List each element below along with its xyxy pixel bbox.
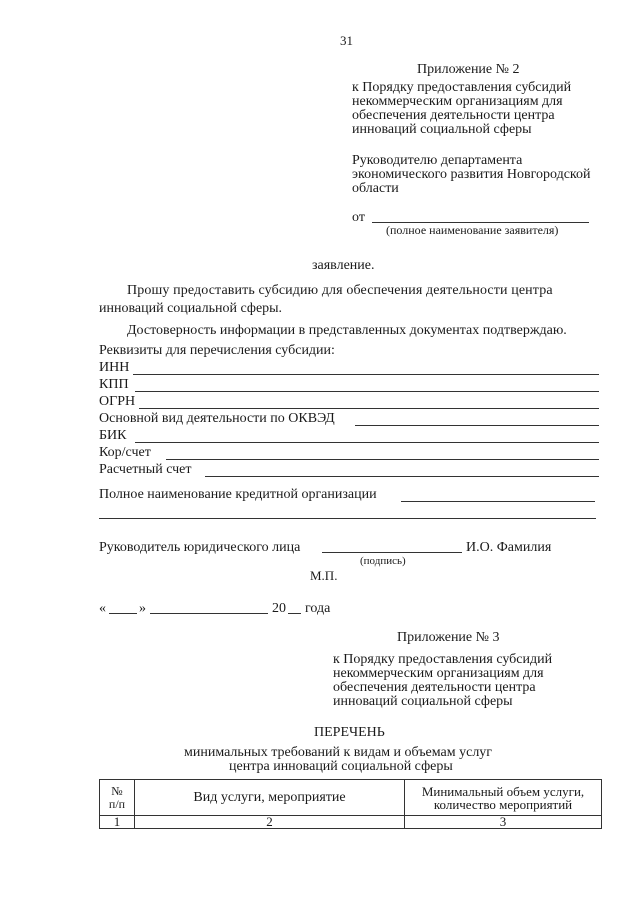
ogrn-input-line[interactable] bbox=[139, 408, 599, 409]
header-number-line-1: № bbox=[111, 783, 123, 798]
appendix-2-line-3: обеспечения деятельности центра bbox=[352, 108, 555, 123]
signature-caption: (подпись) bbox=[360, 555, 406, 567]
table-row bbox=[100, 816, 602, 829]
list-subtitle-line-2: центра инноваций социальной сферы bbox=[229, 759, 453, 774]
header-service-cell: Вид услуги, мероприятие bbox=[135, 780, 405, 816]
table-cell-min-volume: 3 bbox=[405, 816, 602, 829]
header-number-cell bbox=[100, 780, 135, 816]
list-title: ПЕРЕЧЕНЬ bbox=[314, 725, 385, 740]
date-open-quote: « bbox=[99, 601, 106, 616]
statement-paragraph-1-line-2: инноваций социальной сферы. bbox=[99, 301, 283, 316]
appendix-3-line-4: инноваций социальной сферы bbox=[333, 694, 513, 709]
table-cell-number: 1 bbox=[100, 816, 135, 829]
table-header-row bbox=[100, 780, 602, 816]
settlement-account-field bbox=[99, 462, 602, 478]
signature-label: Руководитель юридического лица bbox=[99, 540, 301, 555]
list-subtitle-line-1: минимальных требований к видам и объемам услуг bbox=[184, 745, 493, 760]
year-input-line[interactable] bbox=[288, 613, 301, 614]
bik-label: БИК bbox=[99, 428, 127, 443]
kpp-field bbox=[99, 377, 602, 393]
appendix-2-title: Приложение № 2 bbox=[417, 62, 520, 77]
ogrn-label: ОГРН bbox=[99, 394, 136, 409]
addressee-line-3: области bbox=[352, 181, 399, 196]
signature-line[interactable] bbox=[322, 552, 462, 553]
inn-input-line[interactable] bbox=[133, 374, 599, 375]
page-number: 31 bbox=[340, 33, 353, 48]
month-input-line[interactable] bbox=[150, 613, 268, 614]
bank-name-label: Полное наименование кредитной организации bbox=[99, 487, 377, 502]
bik-field bbox=[99, 428, 602, 444]
signatory-name: И.О. Фамилия bbox=[466, 540, 552, 555]
header-min-volume-line-1: Минимальный объем услуги, bbox=[421, 783, 585, 799]
corr-account-label: Кор/счет bbox=[99, 445, 151, 460]
requirements-table bbox=[99, 779, 602, 829]
okved-field bbox=[99, 411, 602, 427]
appendix-3-line-2: некоммерческим организациям для bbox=[333, 666, 544, 681]
table-cell-service: 2 bbox=[135, 816, 405, 829]
settlement-account-input-line[interactable] bbox=[205, 476, 599, 477]
addressee-line-1: Руководителю департамента bbox=[352, 153, 523, 168]
okved-input-line[interactable] bbox=[355, 425, 599, 426]
kpp-input-line[interactable] bbox=[135, 391, 599, 392]
statement-paragraph-2: Достоверность информации в представленных документах подтверждаю. bbox=[127, 323, 567, 338]
requisites-title: Реквизиты для перечисления субсидии: bbox=[99, 343, 335, 358]
appendix-2-line-2: некоммерческим организациям для bbox=[352, 94, 563, 109]
inn-field bbox=[99, 360, 602, 376]
bank-name-input-line[interactable] bbox=[401, 501, 595, 502]
kpp-label: КПП bbox=[99, 377, 129, 392]
applicant-name-caption: (полное наименование заявителя) bbox=[386, 223, 559, 237]
okved-label: Основной вид деятельности по ОКВЭД bbox=[99, 411, 335, 426]
year-prefix: 20 bbox=[272, 601, 286, 616]
appendix-3-line-1: к Порядку предоставления субсидий bbox=[333, 652, 553, 667]
appendix-2-line-1: к Порядку предоставления субсидий bbox=[352, 80, 572, 95]
statement-title: заявление. bbox=[312, 258, 375, 273]
bank-name-input-line-2[interactable] bbox=[99, 518, 596, 519]
corr-account-input-line[interactable] bbox=[166, 459, 599, 460]
header-min-volume-line-2: количество мероприятий bbox=[433, 796, 573, 812]
appendix-2-line-4: инноваций социальной сферы bbox=[352, 122, 532, 137]
header-min-volume-cell bbox=[405, 780, 602, 816]
appendix-3-line-3: обеспечения деятельности центра bbox=[333, 680, 536, 695]
ogrn-field bbox=[99, 394, 602, 410]
addressee-line-2: экономического развития Новгородской bbox=[352, 167, 591, 182]
bank-name-field bbox=[99, 487, 602, 503]
year-suffix: года bbox=[305, 601, 331, 616]
appendix-3-title: Приложение № 3 bbox=[397, 630, 500, 645]
inn-label: ИНН bbox=[99, 360, 130, 375]
stamp-placeholder: М.П. bbox=[310, 568, 338, 583]
header-number-line-2: п/п bbox=[108, 796, 126, 811]
date-close-quote: » bbox=[139, 601, 146, 616]
settlement-account-label: Расчетный счет bbox=[99, 462, 192, 477]
from-label: от bbox=[352, 210, 365, 225]
statement-paragraph-1-line-1: Прошу предоставить субсидию для обеспечения деятельности центра bbox=[127, 283, 553, 298]
bik-input-line[interactable] bbox=[135, 442, 599, 443]
corr-account-field bbox=[99, 445, 602, 461]
day-input-line[interactable] bbox=[109, 613, 137, 614]
